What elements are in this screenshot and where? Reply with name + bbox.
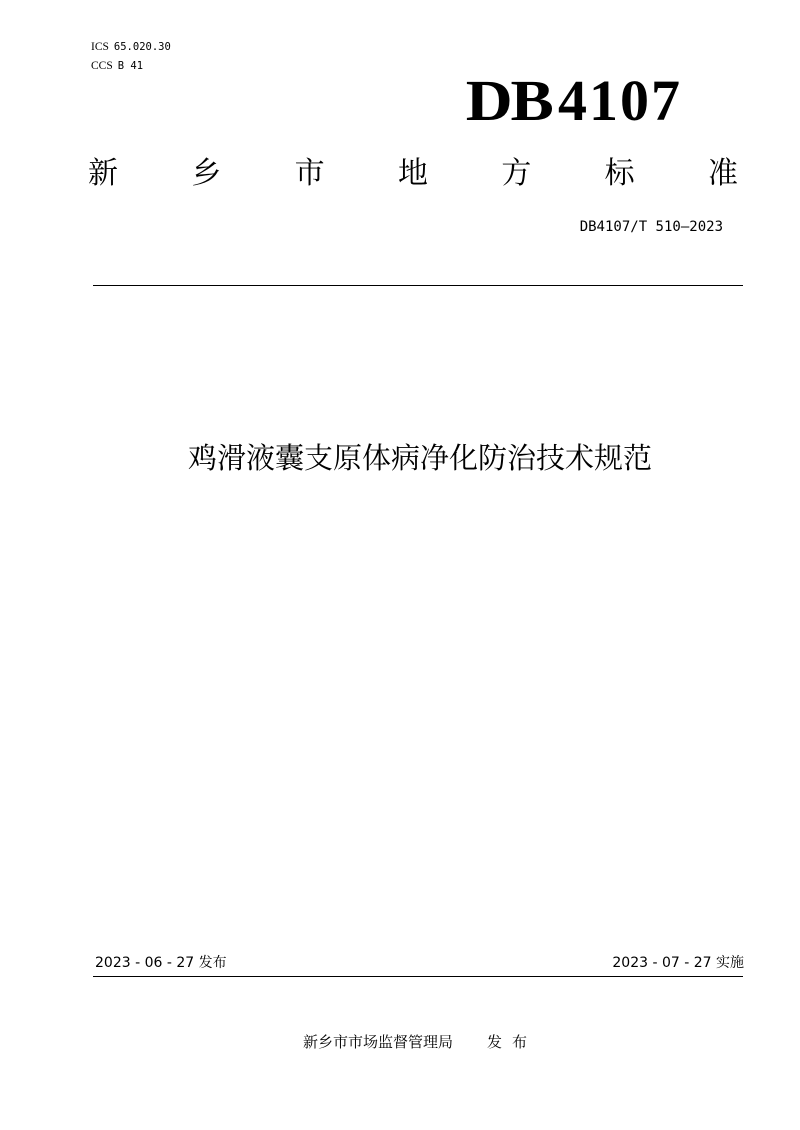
standard-logo: [466, 66, 682, 136]
ccs-classification: [91, 59, 143, 73]
standard-type-char: 市: [294, 156, 325, 191]
header-divider: [93, 285, 743, 286]
logo-code: 4107: [558, 68, 682, 133]
standard-type-char: 地: [397, 156, 428, 191]
ccs-value: B 41: [117, 60, 144, 72]
publisher-action: 发布: [487, 1033, 538, 1051]
logo-prefix: DB: [466, 68, 552, 133]
implementation-date: 2023 - 07 - 27 实施: [612, 955, 744, 971]
standard-type-char: 标: [604, 156, 635, 191]
publisher-line: [0, 1031, 800, 1053]
ics-label: ICS: [91, 41, 109, 53]
ics-value: 65.020.30: [113, 41, 171, 53]
document-title: 鸡滑液囊支原体病净化防治技术规范: [187, 441, 652, 475]
standard-type-char: 乡: [191, 156, 222, 191]
standard-number: DB4107/T 510—2023: [579, 219, 723, 235]
issue-date: 2023 - 06 - 27 发布: [95, 955, 227, 971]
publisher-name: 新乡市市场监督管理局: [302, 1033, 453, 1051]
standard-type-heading: [88, 152, 738, 196]
standard-type-char: 准: [707, 156, 738, 191]
ics-classification: [91, 40, 171, 54]
standard-type-char: 方: [501, 156, 532, 191]
standard-type-char: 新: [88, 156, 118, 191]
footer-divider: [93, 976, 743, 977]
ccs-label: CCS: [91, 60, 113, 72]
